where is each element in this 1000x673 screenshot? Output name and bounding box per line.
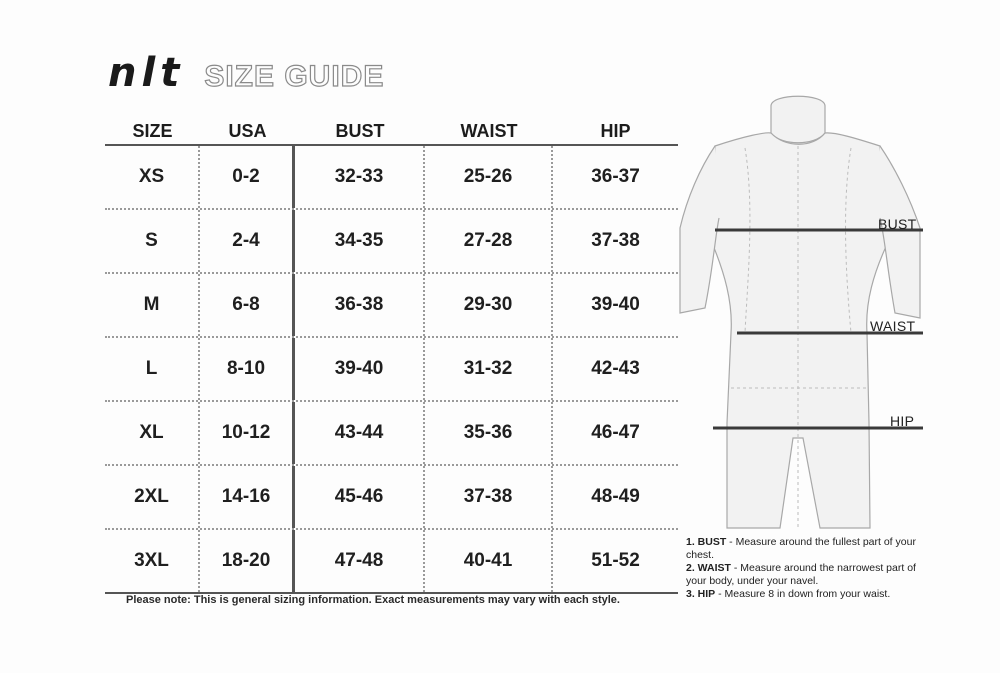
cell-usa: 10-12 bbox=[200, 402, 295, 464]
brand-header bbox=[108, 50, 384, 96]
cell-size: XL bbox=[105, 402, 200, 464]
column-header-waist: WAIST bbox=[460, 120, 518, 141]
cell-waist: 29-30 bbox=[425, 274, 553, 336]
cell-size: 2XL bbox=[105, 466, 200, 528]
cell-hip: 46-47 bbox=[591, 422, 640, 443]
cell-hip: 51-52 bbox=[591, 550, 640, 571]
waist-label: WAIST bbox=[870, 318, 916, 334]
dress-form-icon bbox=[675, 88, 925, 533]
cell-hip: 48-49 bbox=[591, 486, 640, 507]
instruction-bust: 1. BUST - Measure around the fullest part of your chest. bbox=[686, 536, 916, 561]
cell-bust: 32-33 bbox=[295, 146, 425, 208]
cell-hip: 39-40 bbox=[591, 294, 640, 315]
table-row bbox=[105, 466, 678, 530]
column-header-hip: HIP bbox=[600, 120, 631, 141]
measurement-instructions bbox=[686, 536, 936, 601]
table-row bbox=[105, 402, 678, 466]
cell-bust: 34-35 bbox=[295, 210, 425, 272]
cell-bust: 47-48 bbox=[295, 530, 425, 592]
cell-usa: 2-4 bbox=[200, 210, 295, 272]
dress-form-figure bbox=[675, 88, 925, 533]
cell-bust: 36-38 bbox=[295, 274, 425, 336]
cell-usa: 14-16 bbox=[200, 466, 295, 528]
cell-bust: 39-40 bbox=[295, 338, 425, 400]
cell-size: L bbox=[105, 338, 200, 400]
cell-size: XS bbox=[105, 146, 200, 208]
bust-label: BUST bbox=[878, 216, 917, 232]
instruction-waist: 2. WAIST - Measure around the narrowest part of your body, under your navel. bbox=[686, 562, 916, 587]
cell-waist: 27-28 bbox=[425, 210, 553, 272]
table-row bbox=[105, 146, 678, 210]
cell-usa: 0-2 bbox=[200, 146, 295, 208]
brand-logo: nlt bbox=[108, 50, 185, 96]
column-header-bust: BUST bbox=[335, 120, 385, 141]
cell-hip: 42-43 bbox=[591, 358, 640, 379]
sizing-note: Please note: This is general sizing information. Exact measurements may vary with each style. bbox=[126, 594, 620, 606]
cell-usa: 8-10 bbox=[200, 338, 295, 400]
cell-waist: 25-26 bbox=[425, 146, 553, 208]
cell-size: 3XL bbox=[105, 530, 200, 592]
cell-bust: 45-46 bbox=[295, 466, 425, 528]
cell-hip: 36-37 bbox=[591, 166, 640, 187]
table-row bbox=[105, 338, 678, 402]
table-row bbox=[105, 210, 678, 274]
page-title: SIZE GUIDE bbox=[204, 60, 385, 93]
cell-hip: 37-38 bbox=[591, 230, 640, 251]
cell-waist: 40-41 bbox=[425, 530, 553, 592]
size-table bbox=[105, 118, 678, 594]
cell-bust: 43-44 bbox=[295, 402, 425, 464]
cell-size: M bbox=[105, 274, 200, 336]
column-header-usa: USA bbox=[228, 120, 267, 141]
table-header-row bbox=[105, 118, 678, 146]
cell-size: S bbox=[105, 210, 200, 272]
hip-label: HIP bbox=[890, 413, 915, 429]
cell-waist: 37-38 bbox=[425, 466, 553, 528]
table-body bbox=[105, 146, 678, 594]
cell-usa: 18-20 bbox=[200, 530, 295, 592]
instruction-hip: 3. HIP - Measure 8 in down from your waist. bbox=[686, 588, 891, 600]
cell-usa: 6-8 bbox=[200, 274, 295, 336]
table-row bbox=[105, 530, 678, 594]
cell-waist: 31-32 bbox=[425, 338, 553, 400]
table-row bbox=[105, 274, 678, 338]
column-header-size: SIZE bbox=[132, 120, 173, 141]
cell-waist: 35-36 bbox=[425, 402, 553, 464]
